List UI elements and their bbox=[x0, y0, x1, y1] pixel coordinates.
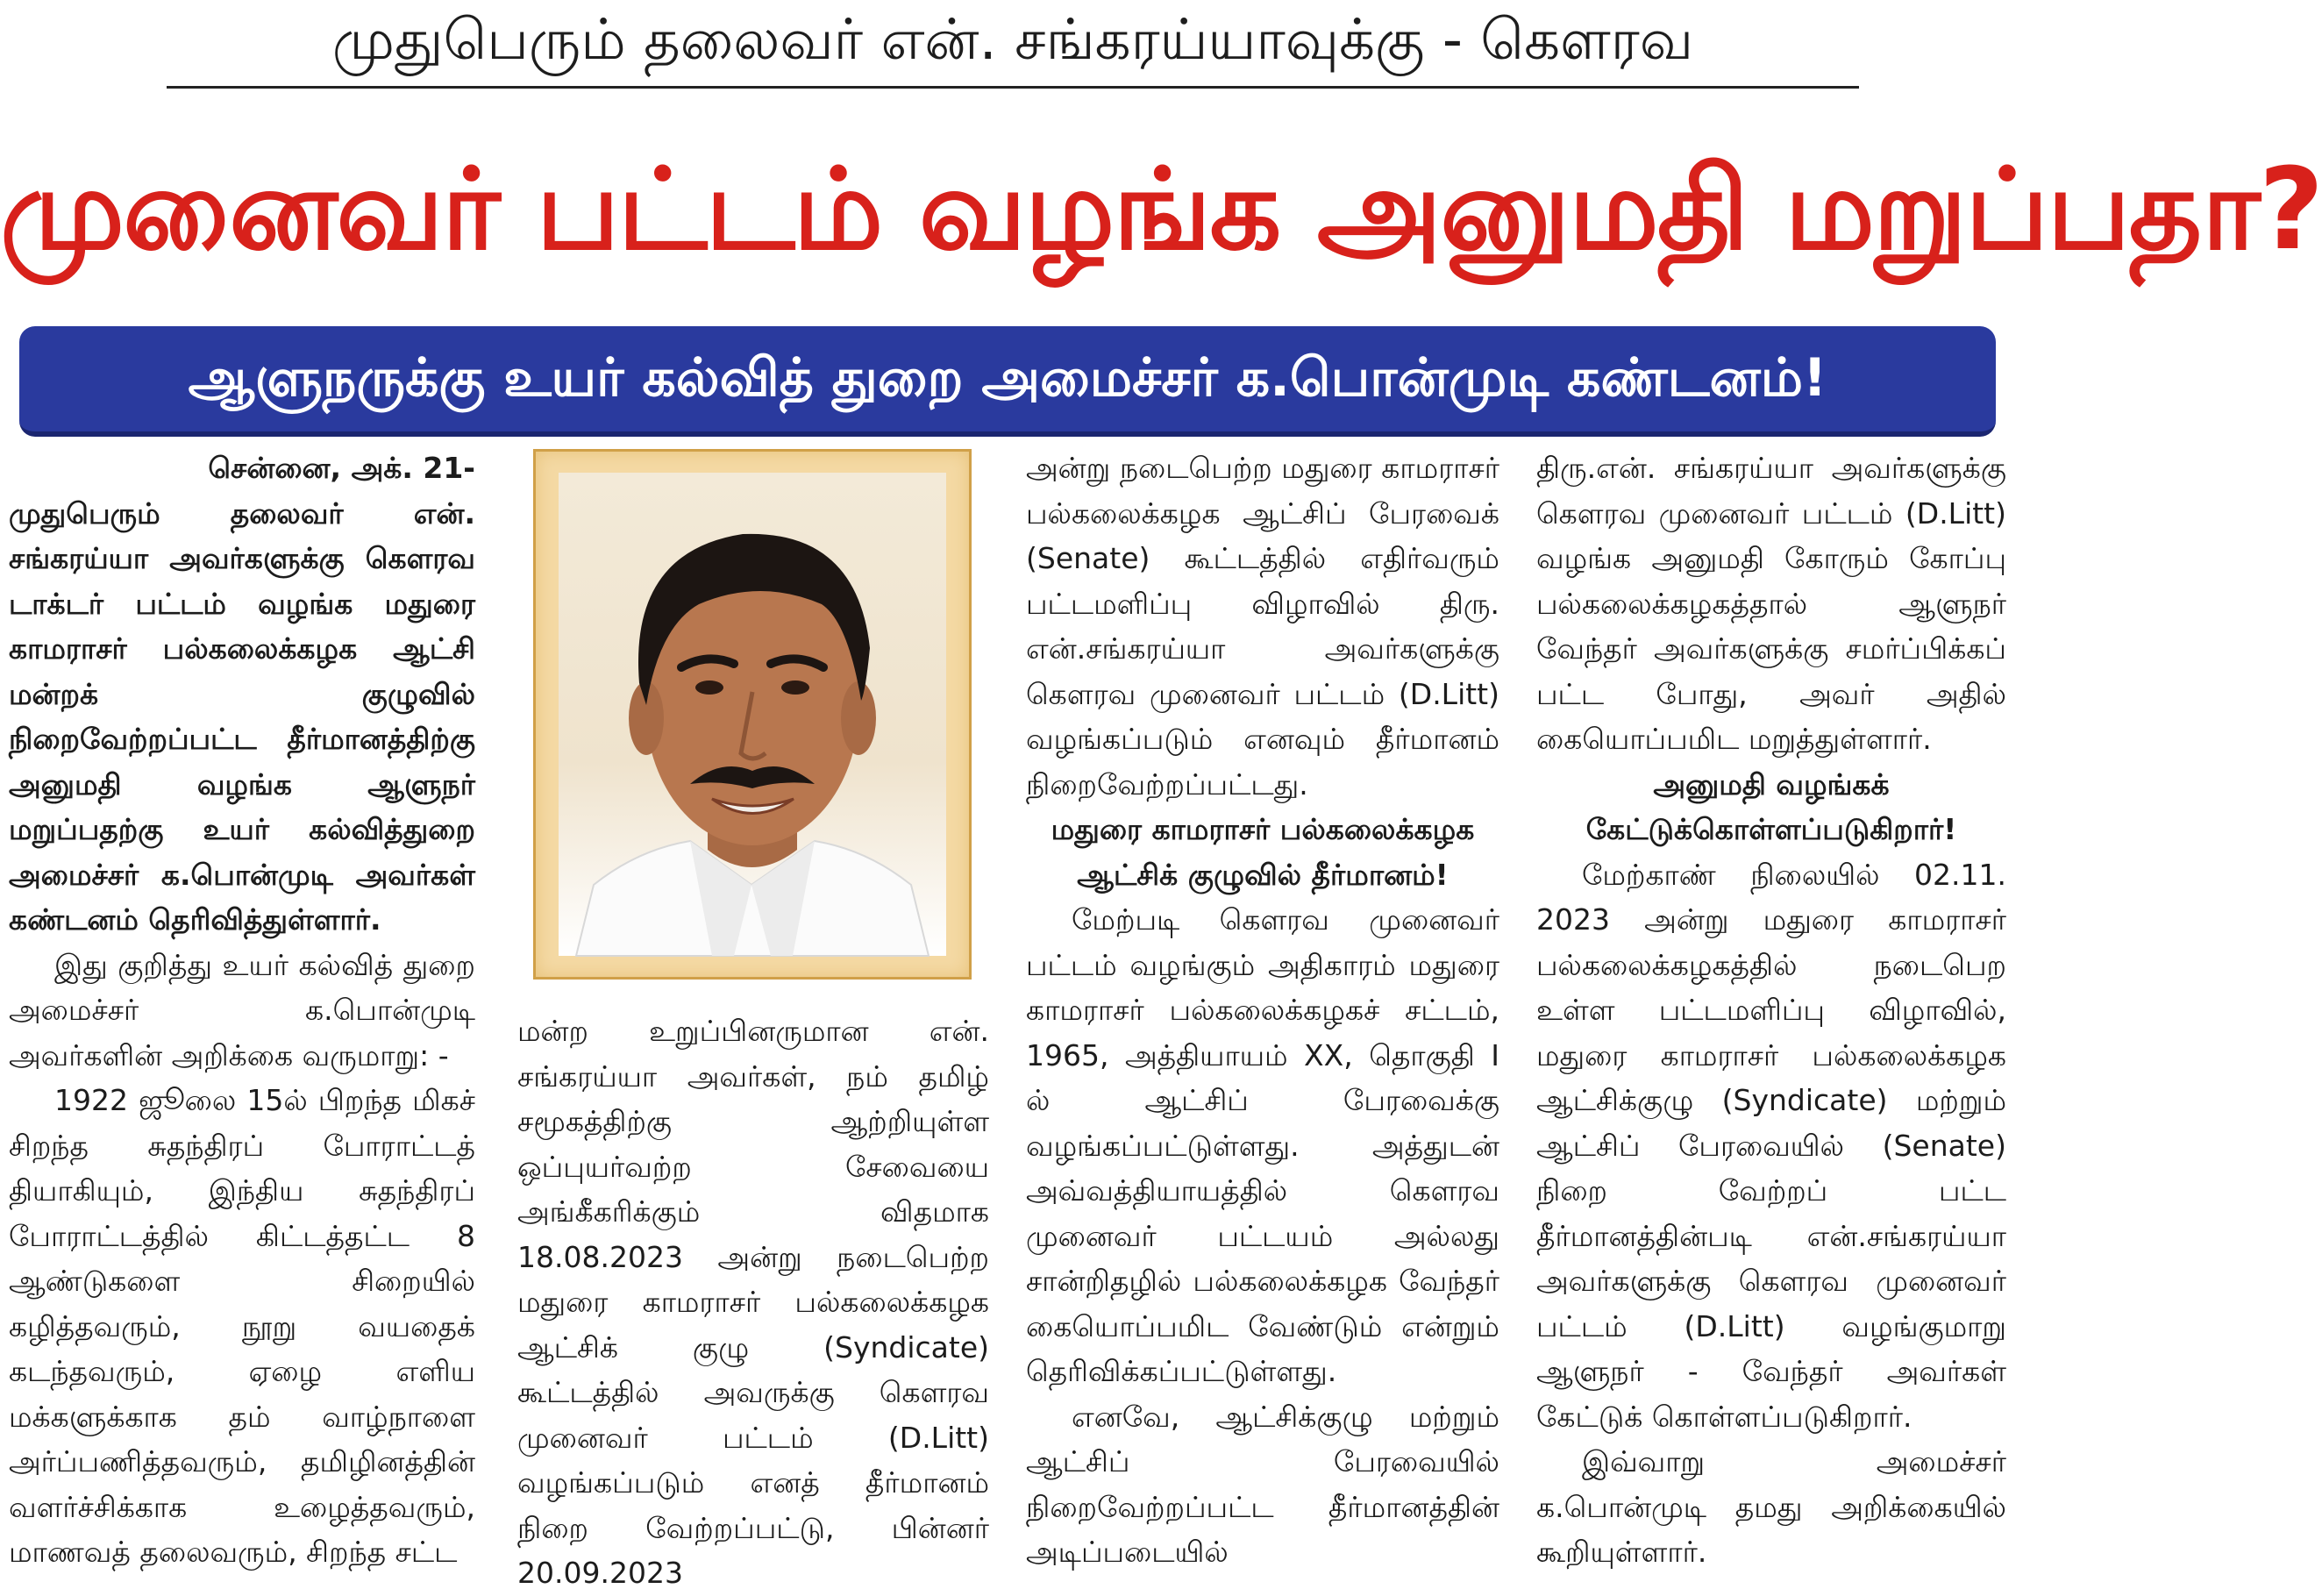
lead-paragraph: முதுபெரும் தலைவர் என். சங்கரய்யா அவர்களுக்கு கௌரவ டாக்டர் பட்டம் வழங்க மதுரை காமராசர் பல்கலைக்கழக ஆட்சி மன்றக் குழுவில் நிறைவேற்றப்பட்ட தீர்மானத்திற்கு அனுமதி வழங்க ஆளுநர் மறுப்பதற்கு உயர் கல்வித்துறை அமைச்சர் க.பொன்முடி அவர்கள் கண்டனம் தெரிவித்துள்ளார். bbox=[9, 495, 475, 937]
article-column-1 bbox=[9, 445, 475, 1575]
article-column-4 bbox=[1536, 445, 2006, 1575]
photo-frame bbox=[533, 449, 972, 980]
body-paragraph: திரு.என். சங்கரய்யா அவர்களுக்கு கௌரவ முனைவர் பட்டம் (D.Litt) வழங்க அனுமதி கோரும் கோப்பு பல்கலைக்கழகத்தால் ஆளுநர் வேந்தர் அவர்களுக்கு சமர்ப்பிக்கப் பட்ட போது, அவர் அதில் கையொப்பமிட மறுத்துள்ளார். bbox=[1536, 451, 2006, 756]
body-paragraph: இவ்வாறு அமைச்சர் க.பொன்முடி தமது அறிக்கையில் கூறியுள்ளார். bbox=[1536, 1444, 2006, 1569]
body-paragraph: அன்று நடைபெற்ற மதுரை காமராசர் பல்கலைக்கழக ஆட்சிப் பேரவைக் (Senate) கூட்டத்தில் எதிர்வரும் பட்டமளிப்பு விழாவில் திரு. என்.சங்கரய்யா அவர்களுக்கு கௌரவ முனைவர் பட்டம் (D.Litt) வழங்கப்படும் எனவும் தீர்மானம் நிறைவேற்றப்பட்டது. bbox=[1026, 451, 1499, 802]
kicker-headline: முதுபெரும் தலைவர் என். சங்கரய்யாவுக்கு - கௌரவ bbox=[167, 0, 1859, 89]
body-paragraph: மன்ற உறுப்பினருமான என். சங்கரய்யா அவர்கள், நம் தமிழ் சமூகத்திற்கு ஆற்றியுள்ள ஒப்புயர்வற்ற சேவையை அங்கீகரிக்கும் விதமாக 18.08.2023 அன்று நடைபெற்ற மதுரை காமராசர் பல்கலைக்கழக ஆட்சிக் குழு (Syndicate) கூட்டத்தில் அவருக்கு கௌரவ முனைவர் பட்டம் (D.Litt) வழங்கப்படும் எனத் தீர்மானம் நிறை வேற்றப்பட்டு, பின்னர் 20.09.2023 bbox=[517, 1014, 989, 1590]
portrait-photo-icon bbox=[559, 473, 946, 956]
dateline: சென்னை, அக். 21- bbox=[208, 451, 475, 485]
article-column-2 bbox=[517, 1008, 989, 1596]
article-column-3 bbox=[1026, 445, 1499, 1575]
sub-headline-banner: ஆளுநருக்கு உயர் கல்வித் துறை அமைச்சர் க.பொன்முடி கண்டனம்! bbox=[19, 326, 1996, 437]
body-paragraph: மேற்காண் நிலையில் 02.11. 2023 அன்று மதுரை காமராசர் பல்கலைக்கழகத்தில் நடைபெற உள்ள பட்டமளிப்பு விழாவில், மதுரை காமராசர் பல்கலைக்கழக ஆட்சிக்குழு (Syndicate) மற்றும் ஆட்சிப் பேரவையில் (Senate) நிறை வேற்றப் பட்ட தீர்மானத்தின்படி என்.சங்கரய்யா அவர்களுக்கு கௌரவ முனைவர் பட்டம் (D.Litt) வழங்குமாறு ஆளுநர் - வேந்தர் அவர்கள் கேட்டுக் கொள்ளப்படுகிறார். bbox=[1536, 857, 2006, 1434]
portrait-photo bbox=[559, 473, 946, 956]
body-paragraph: 1922 ஜூலை 15ல் பிறந்த மிகச் சிறந்த சுதந்திரப் போராட்டத் தியாகியும், இந்திய சுதந்திரப் போராட்டத்தில் கிட்டத்தட்ட 8 ஆண்டுகளை சிறையில் கழித்தவரும், நூறு வயதைக் கடந்தவரும், ஏழை எளிய மக்களுக்காக தம் வாழ்நாளை அர்ப்பணித்தவரும், தமிழினத்தின் வளர்ச்சிக்காக உழைத்தவரும், மாணவத் தலைவரும், சிறந்த சட்ட bbox=[9, 1083, 475, 1569]
body-paragraph: மேற்படி கௌரவ முனைவர் பட்டம் வழங்கும் அதிகாரம் மதுரை காமராசர் பல்கலைக்கழகச் சட்டம், 1965, அத்தியாயம் XX, தொகுதி I ல் ஆட்சிப் பேரவைக்கு வழங்கப்பட்டுள்ளது. அத்துடன் அவ்வத்தியாயத்தில் கௌரவ முனைவர் பட்டயம் அல்லது சான்றிதழில் பல்கலைக்கழக வேந்தர் கையொப்பமிட வேண்டும் என்றும் தெரிவிக்கப்பட்டுள்ளது. bbox=[1026, 902, 1499, 1388]
main-headline: முனைவர் பட்டம் வழங்க அனுமதி மறுப்பதா? bbox=[0, 145, 2322, 275]
body-paragraph: இது குறித்து உயர் கல்வித் துறை அமைச்சர் க.பொன்முடி அவர்களின் அறிக்கை வருமாறு: - bbox=[9, 947, 475, 1072]
section-subheading: மதுரை காமராசர் பல்கலைக்கழக ஆட்சிக் குழுவில் தீர்மானம்! bbox=[1051, 812, 1475, 892]
body-paragraph: எனவே, ஆட்சிக்குழு மற்றும் ஆட்சிப் பேரவையில் நிறைவேற்றப்பட்ட தீர்மானத்தின் அடிப்படையில் bbox=[1026, 1399, 1499, 1569]
section-subheading: அனுமதி வழங்கக் கேட்டுக்கொள்ளப்படுகிறார்! bbox=[1585, 766, 1957, 846]
